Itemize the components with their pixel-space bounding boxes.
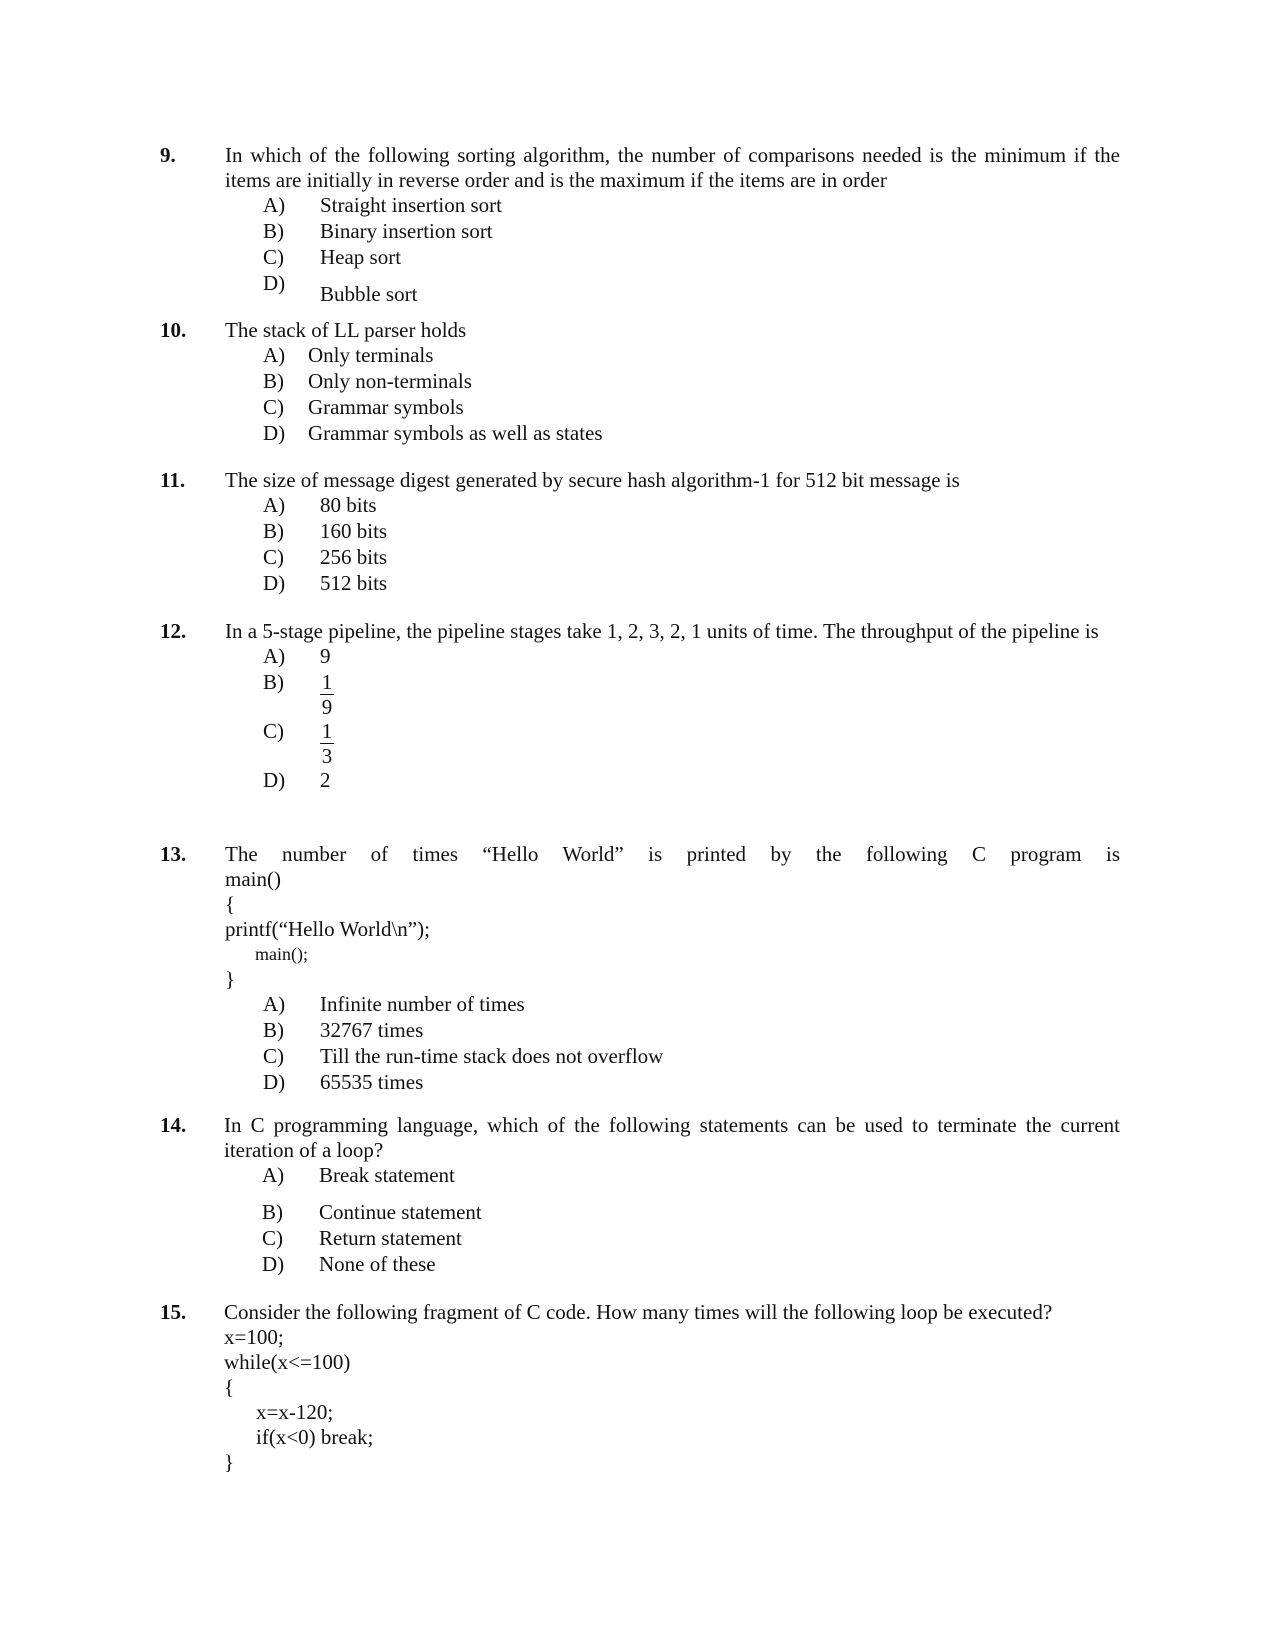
question-13 [160,842,1120,1096]
question-9 [160,143,1120,307]
option-text: Return statement [319,1226,462,1250]
option-d [225,421,1120,447]
code-line: { [225,892,236,916]
option-b [224,1200,1120,1226]
option-b [225,1018,1120,1044]
code-line: while(x<=100) [224,1350,351,1374]
option-label: D) [263,571,286,595]
option-label: C) [262,1226,283,1250]
code-line: } [225,967,236,991]
option-c [225,719,1120,768]
option-label: A) [263,644,286,668]
question-stem: In which of the following sorting algorithm, the number of comparisons needed is the minimum if the items are initially in reverse order and is the maximum if the items are in order [225,143,1120,192]
option-text: 80 bits [320,493,377,517]
option-b [225,219,1120,245]
question-number: 11. [160,468,186,492]
option-text: Break statement [319,1163,455,1187]
option-d [225,1070,1120,1096]
option-c [225,1044,1120,1070]
option-a [224,1163,1120,1200]
option-label: B) [262,1200,283,1224]
option-c [225,395,1120,421]
option-label: C) [263,1044,284,1068]
option-label: D) [262,1252,285,1276]
option-label: B) [263,219,284,243]
question-stem: The stack of LL parser holds [225,318,467,342]
option-text: Infinite number of times [320,992,525,1016]
option-label: A) [262,1163,285,1187]
option-label: B) [263,1018,284,1042]
option-d [225,768,1120,794]
option-b [225,369,1120,395]
option-text: 32767 times [320,1018,424,1042]
option-text: 160 bits [320,519,388,543]
option-label: D) [263,421,286,445]
option-label: B) [263,369,284,393]
question-number: 13. [160,842,187,866]
option-label: A) [263,992,286,1016]
option-label: D) [263,271,286,295]
option-text: Continue statement [319,1200,482,1224]
question-number: 9. [160,143,176,167]
option-text: Till the run-time stack does not overflow [320,1044,664,1068]
option-b [225,519,1120,545]
option-c [224,1226,1120,1252]
option-label: D) [263,768,286,792]
fraction-denominator: 3 [321,744,333,768]
question-number: 12. [160,619,187,643]
option-c [225,545,1120,571]
option-text: Grammar symbols as well as states [308,421,603,445]
option-text: 512 bits [320,571,388,595]
option-text: Bubble sort [320,282,418,306]
fraction-one-ninth [320,670,334,719]
option-text: 2 [320,768,331,792]
option-text: Grammar symbols [308,395,464,419]
option-label: C) [263,719,284,743]
option-label: D) [263,1070,286,1094]
question-stem: In C programming language, which of the following statements can be used to terminate the current iteration of a loop? [224,1113,1120,1162]
option-label: A) [263,343,286,367]
code-line: x=100; [224,1325,284,1349]
option-c [225,245,1120,271]
question-number: 14. [160,1113,187,1137]
option-text: None of these [319,1252,436,1276]
question-stem: In a 5-stage pipeline, the pipeline stages take 1, 2, 3, 2, 1 units of time. The throughput of the pipeline is [225,619,1099,643]
option-label: B) [263,670,284,694]
option-a [225,644,1120,670]
code-line: main() [225,867,281,891]
option-label: C) [263,395,284,419]
option-text: 9 [320,644,331,668]
option-a [225,343,1120,369]
question-12 [160,619,1120,794]
question-15 [160,1300,1120,1475]
option-a [225,193,1120,219]
fraction-denominator: 9 [321,695,333,719]
question-10 [160,318,1120,447]
option-d [225,271,1120,307]
option-b [225,670,1120,719]
option-d [224,1252,1120,1278]
option-label: A) [263,193,286,217]
option-text: 256 bits [320,545,388,569]
option-text: Heap sort [320,245,402,269]
question-number: 10. [160,318,187,342]
option-a [225,992,1120,1018]
option-text: Only terminals [308,343,434,367]
option-text: Only non-terminals [308,369,472,393]
question-14 [160,1113,1120,1278]
question-11 [160,468,1120,597]
option-label: A) [263,493,286,517]
question-number: 15. [160,1300,187,1324]
fraction-numerator: 1 [321,719,333,743]
option-label: C) [263,245,284,269]
option-d [225,571,1120,597]
option-text: Straight insertion sort [320,193,502,217]
fraction-numerator: 1 [321,670,333,694]
option-text: 65535 times [320,1070,424,1094]
code-line: } [224,1450,235,1474]
option-label: C) [263,545,284,569]
code-line: x=x-120; [256,1400,334,1424]
code-line: if(x<0) break; [256,1425,374,1449]
question-stem: The size of message digest generated by secure hash algorithm-1 for 512 bit message is [225,468,960,492]
option-a [225,493,1120,519]
option-text: Binary insertion sort [320,219,493,243]
option-label: B) [263,519,284,543]
code-line: main(); [255,944,308,964]
question-stem: Consider the following fragment of C code. How many times will the following loop be executed? [224,1300,1053,1324]
question-stem: The number of times “Hello World” is printed by the following C program is [225,842,1120,866]
code-line: printf(“Hello World\n”); [225,917,430,941]
fraction-one-third [320,719,334,768]
code-line: { [224,1375,235,1399]
